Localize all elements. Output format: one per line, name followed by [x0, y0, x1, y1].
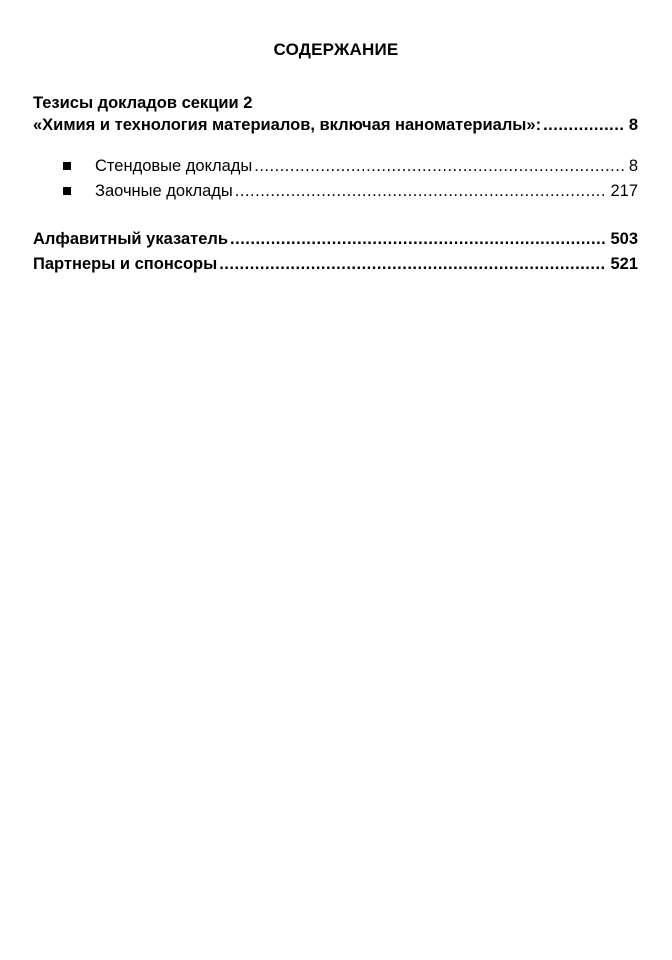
- toc-entry-alphabetical-index: [33, 228, 638, 250]
- toc-entry-page: 503: [610, 230, 638, 248]
- toc-subentry-label: Заочные доклады: [95, 182, 233, 200]
- dot-leader: [254, 155, 625, 177]
- square-bullet-icon: [63, 162, 71, 170]
- toc-subentry-page: 217: [610, 182, 638, 200]
- dot-leader: [219, 253, 606, 275]
- toc-entry-partners-sponsors: [33, 253, 638, 275]
- toc-entry-label: Алфавитный указатель: [33, 230, 229, 248]
- toc-entry-label: «Химия и технология материалов, включая наноматериалы»:: [33, 116, 542, 134]
- toc-entry-section-2-heading: Тезисы докладов секции 2: [33, 94, 253, 112]
- toc-entry-label: Партнеры и спонсоры: [33, 255, 218, 273]
- toc-entry-page: 8: [628, 116, 638, 134]
- square-bullet-icon: [63, 187, 71, 195]
- toc-subentry-page: 8: [628, 157, 638, 175]
- toc-subentry-poster-reports: [95, 155, 638, 177]
- dot-leader: [235, 180, 607, 202]
- dot-leader: [230, 228, 606, 250]
- toc-entry-page: 521: [610, 255, 638, 273]
- toc-title: СОДЕРЖАНИЕ: [273, 40, 399, 59]
- toc-subentry-absentee-reports: [95, 180, 638, 202]
- toc-entry-section-2: [33, 114, 638, 136]
- toc-subentry-label: Стендовые доклады: [95, 157, 253, 175]
- dot-leader: [543, 114, 625, 136]
